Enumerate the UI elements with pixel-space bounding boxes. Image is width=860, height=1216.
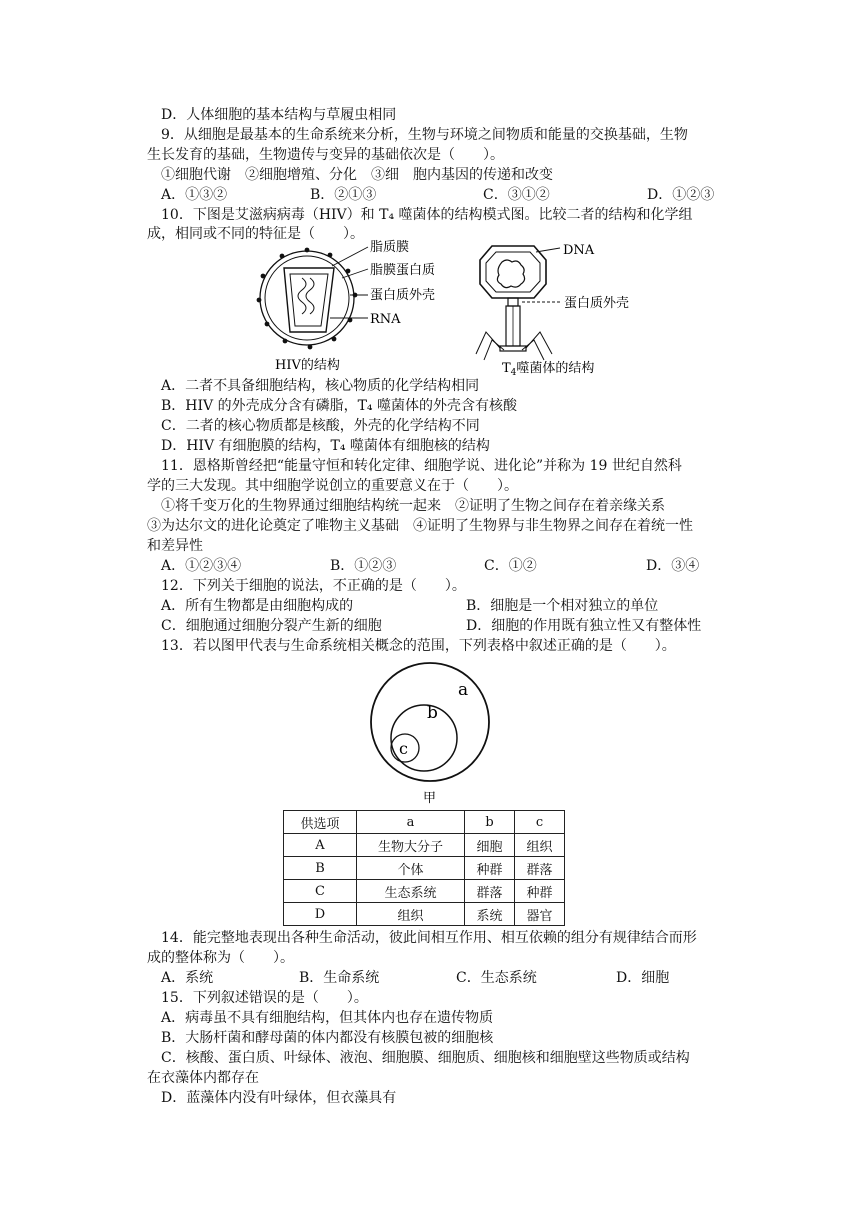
table-cell: 种群	[465, 857, 515, 880]
q10-stem-line2: 成，相同或不同的特征是（ ）。	[147, 226, 364, 242]
table-row	[284, 834, 565, 857]
hiv-particle	[257, 248, 358, 350]
q14-stem-line1: 14．能完整地表现出各种生命活动，彼此间相互作用、相互依赖的组分有规律结合而形	[161, 930, 697, 946]
table-cell: 生态系统	[357, 880, 465, 903]
hiv-label-protein-capsid: 蛋白质外壳	[370, 288, 436, 303]
circle-label-b: b	[427, 703, 438, 723]
t4-phage-structure-figure	[470, 236, 670, 378]
q12-option-d: D．细胞的作用既有独立性又有整体性	[466, 618, 702, 634]
q9-items: ①细胞代谢 ②细胞增殖、分化 ③细 胞内基因的传递和改变	[161, 167, 553, 183]
q10-stem-line1: 10．下图是艾滋病病毒（HIV）和 T₄ 噬菌体的结构模式图。比较二者的结构和化学组	[161, 207, 693, 223]
q15-option-b: B．大肠杆菌和酵母菌的体内都没有核膜包被的细胞核	[161, 1030, 494, 1046]
q9-stem-line1: 9．从细胞是最基本的生命系统来分析，生物与环境之间物质和能量的交换基础，生物	[161, 127, 688, 143]
q12-option-c: C．细胞通过细胞分裂产生新的细胞	[161, 618, 382, 634]
table-cell: D	[284, 903, 357, 926]
table-cell: 群落	[515, 857, 565, 880]
t4-label-dna: DNA	[563, 243, 595, 258]
table-cell: C	[284, 880, 357, 903]
table-row	[284, 880, 565, 903]
q11-line4: ③为达尔文的进化论奠定了唯物主义基础 ④证明了生物界与非生物界之间存在着统一性	[147, 518, 693, 534]
q13-stem: 13．若以图甲代表与生命系统相关概念的范围，下列表格中叙述正确的是（ ）。	[161, 638, 676, 654]
q12-option-a: A．所有生物都是由细胞构成的	[161, 598, 354, 614]
table-row	[284, 857, 565, 880]
q14-option-b: B．生命系统	[299, 970, 380, 986]
table-header-cell: 供选项	[284, 811, 357, 834]
table-cell: 组织	[515, 834, 565, 857]
q15-stem: 15．下列叙述错误的是（ ）。	[161, 990, 368, 1006]
table-header-row	[284, 811, 565, 834]
table-header-cell: b	[465, 811, 515, 834]
q10-option-b: B．HIV 的外壳成分含有磷脂，T₄ 噬菌体的外壳含有核酸	[161, 398, 517, 414]
table-cell: 组织	[357, 903, 465, 926]
options-table	[283, 810, 565, 926]
q11-option-d: D．③④	[646, 558, 700, 574]
q15-option-c-line1: C．核酸、蛋白质、叶绿体、液泡、细胞膜、细胞质、细胞核和细胞壁这些物质或结构	[161, 1050, 690, 1066]
q11-stem-line1: 11．恩格斯曾经把“能量守恒和转化定律、细胞学说、进化论”并称为 19 世纪自然科	[161, 458, 682, 474]
table-cell: 器官	[515, 903, 565, 926]
t4-phage	[476, 246, 562, 360]
table-cell: 群落	[465, 880, 515, 903]
q12-stem: 12．下列关于细胞的说法，不正确的是（ ）。	[161, 578, 466, 594]
q11-line5: 和差异性	[147, 538, 203, 554]
table-header-cell: c	[515, 811, 565, 834]
hiv-label-rna: RNA	[370, 312, 401, 327]
nested-circles-figure	[364, 660, 496, 808]
figure-caption: 甲	[423, 791, 437, 806]
q9-stem-line2: 生长发育的基础，生物遗传与变异的基础依次是（ ）。	[147, 147, 504, 163]
q10-option-a: A．二者不具备细胞结构，核心物质的化学结构相同	[161, 378, 480, 394]
table-cell: A	[284, 834, 357, 857]
q8-option-d: D．人体细胞的基本结构与草履虫相同	[161, 107, 397, 123]
q14-stem-line2: 成的整体称为（ ）。	[147, 950, 294, 966]
q15-option-d: D．蓝藻体内没有叶绿体，但衣藻具有	[161, 1090, 397, 1106]
hiv-structure-figure	[250, 238, 460, 374]
q9-option-b: B．②①③	[310, 187, 377, 203]
q11-stem-line2: 学的三大发现。其中细胞学说创立的重要意义在于（ ）。	[147, 478, 518, 494]
hiv-label-membrane-protein: 脂膜蛋白质	[370, 263, 436, 278]
table-cell: B	[284, 857, 357, 880]
table-cell: 个体	[357, 857, 465, 880]
table-cell: 生物大分子	[357, 834, 465, 857]
circle-label-c: c	[399, 739, 408, 758]
q14-option-d: D．细胞	[616, 970, 670, 986]
q11-option-a: A．①②③④	[161, 558, 242, 574]
hiv-caption: HIV的结构	[275, 358, 340, 373]
q11-line3: ①将千变万化的生物界通过细胞结构统一起来 ②证明了生物之间存在着亲缘关系	[161, 498, 665, 514]
q9-option-a: A．①③②	[161, 187, 228, 203]
t4-caption: $T_4$噬菌体的结构	[502, 361, 595, 378]
q10-option-c: C．二者的核心物质都是核酸，外壳的化学结构不同	[161, 418, 480, 434]
hiv-label-lipid-membrane: 脂质膜	[370, 240, 410, 255]
q11-option-c: C．①②	[484, 558, 537, 574]
q14-option-c: C．生态系统	[456, 970, 537, 986]
table-cell: 系统	[465, 903, 515, 926]
q10-option-d: D．HIV 有细胞膜的结构，T₄ 噬菌体有细胞核的结构	[161, 438, 490, 454]
q12-option-b: B．细胞是一个相对独立的单位	[466, 598, 659, 614]
t4-label-protein-capsid: 蛋白质外壳	[564, 296, 630, 311]
q11-option-b: B．①②③	[330, 558, 397, 574]
table-cell: 种群	[515, 880, 565, 903]
table-row	[284, 903, 565, 926]
q15-option-c-line2: 在衣藻体内都存在	[147, 1070, 259, 1086]
q9-option-d: D．①②③	[647, 187, 715, 203]
table-cell: 细胞	[465, 834, 515, 857]
table-header-cell: a	[357, 811, 465, 834]
q14-option-a: A．系统	[161, 970, 214, 986]
q9-option-c: C．③①②	[483, 187, 550, 203]
circle-label-a: a	[458, 680, 469, 700]
q15-option-a: A．病毒虽不具有细胞结构，但其体内也存在遗传物质	[161, 1010, 494, 1026]
